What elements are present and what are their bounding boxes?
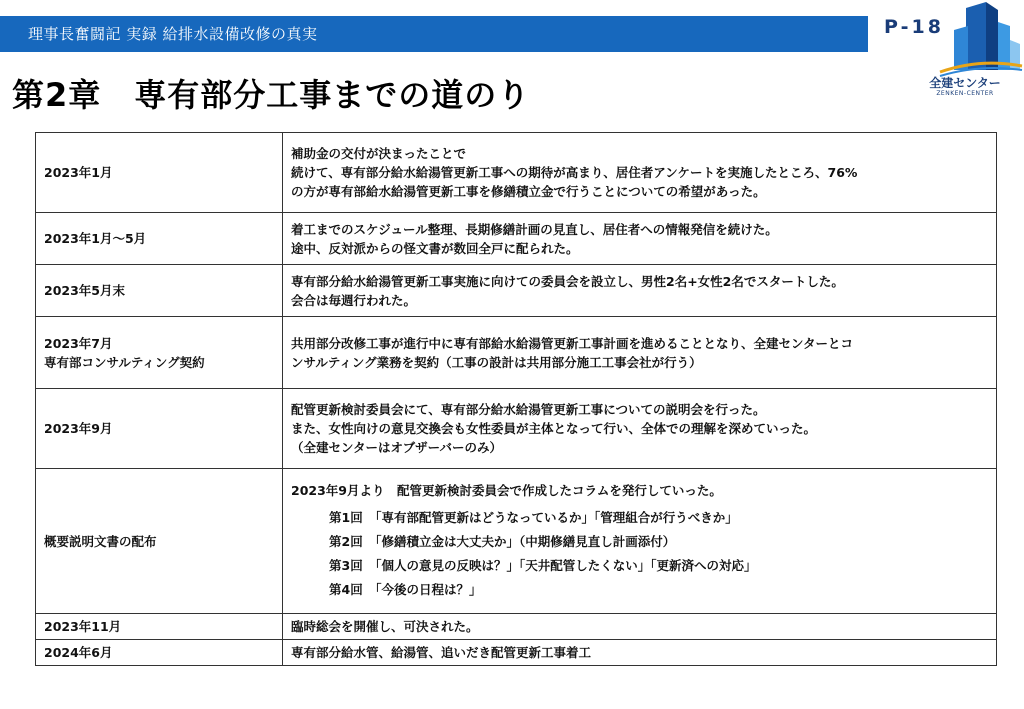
date-cell: 概要説明文書の配布 <box>36 469 283 614</box>
logo-subtitle: ZENKEN-CENTER <box>936 90 994 97</box>
date-cell: 2023年9月 <box>36 389 283 469</box>
list-item: 第1回 「専有部配管更新はどうなっているか」「管理組合が行うべきか」 <box>329 509 738 525</box>
date-cell: 2024年6月 <box>36 640 283 666</box>
content-cell <box>283 265 997 317</box>
date-cell: 2023年5月末 <box>36 265 283 317</box>
table-row <box>36 614 997 640</box>
content-cell <box>283 389 997 469</box>
table-row <box>36 213 997 265</box>
table-row <box>36 469 997 614</box>
content-cell <box>283 317 997 389</box>
content-cell <box>283 133 997 213</box>
content-line: 着工までのスケジュール整理、長期修繕計画の見直し、居住者への情報発信を続けた。 <box>291 221 778 237</box>
list-item: 第4回 「今後の日程は？」 <box>329 581 482 597</box>
content-line: 会合は毎週行われた。 <box>291 292 417 308</box>
table-row <box>36 317 997 389</box>
date-cell: 2023年11月 <box>36 614 283 640</box>
date-line: 2023年7月 <box>44 335 113 351</box>
date-cell: 2023年1月～5月 <box>36 213 283 265</box>
column-list <box>291 506 988 602</box>
date-subline: 専有部コンサルティング契約 <box>44 354 205 370</box>
content-line: 臨時総会を開催し、可決された。 <box>291 619 479 634</box>
page-title: 第2章 専有部分工事までの道のり <box>12 76 531 114</box>
table-row <box>36 389 997 469</box>
content-line: （全建センターはオブザーバーのみ） <box>291 440 503 455</box>
table-row <box>36 133 997 213</box>
content-line: 専有部分給水給湯管更新工事実施に向けての委員会を設立し、男性2名+女性2名でスタートした。 <box>291 273 844 289</box>
date-cell <box>36 317 283 389</box>
page-number: P-18 <box>884 16 944 38</box>
content-line: 続けて、専有部分給水給湯管更新工事への期待が高まり、居住者アンケートを実施したところ、76% <box>291 165 858 180</box>
table-row <box>36 265 997 317</box>
timeline-table <box>35 132 997 666</box>
content-cell <box>283 469 997 614</box>
content-line: の方が専有部給水給湯管更新工事を修繕積立金で行うことについての希望があった。 <box>291 184 766 199</box>
table-row <box>36 640 997 666</box>
content-line: 専有部分給水管、給湯管、追いだき配管更新工事着工 <box>291 645 592 660</box>
content-cell <box>283 614 997 640</box>
content-cell <box>283 640 997 666</box>
content-line: 補助金の交付が決まったことで <box>291 146 467 161</box>
date-cell: 2023年1月 <box>36 133 283 213</box>
header-title: 理事長奮闘記 実録 給排水設備改修の真実 <box>28 25 318 43</box>
list-item: 第3回 「個人の意見の反映は？」「天井配管したくない」「更新済への対応」 <box>329 557 757 573</box>
content-line: 配管更新検討委員会にて、専有部分給水給湯管更新工事についての説明会を行った。 <box>291 402 766 417</box>
content-line: ンサルティング業務を契約（工事の設計は共用部分施工工事会社が行う） <box>291 354 702 370</box>
content-line: また、女性向けの意見交換会も女性委員が主体となって行い、全体での理解を深めていった。 <box>291 421 817 436</box>
header-bar <box>0 16 868 52</box>
content-cell <box>283 213 997 265</box>
content-line: 共用部分改修工事が進行中に専有部給水給湯管更新工事計画を進めることとなり、全建センターとコ <box>291 335 854 351</box>
logo-name: 全建センター <box>929 76 1001 90</box>
content-line: 2023年9月より 配管更新検討委員会で作成したコラムを発行していった。 <box>291 482 722 498</box>
list-item: 第2回 「修繕積立金は大丈夫か」（中期修繕見直し計画添付） <box>329 533 676 549</box>
content-line: 途中、反対派からの怪文書が数回全戸に配られた。 <box>291 240 579 256</box>
